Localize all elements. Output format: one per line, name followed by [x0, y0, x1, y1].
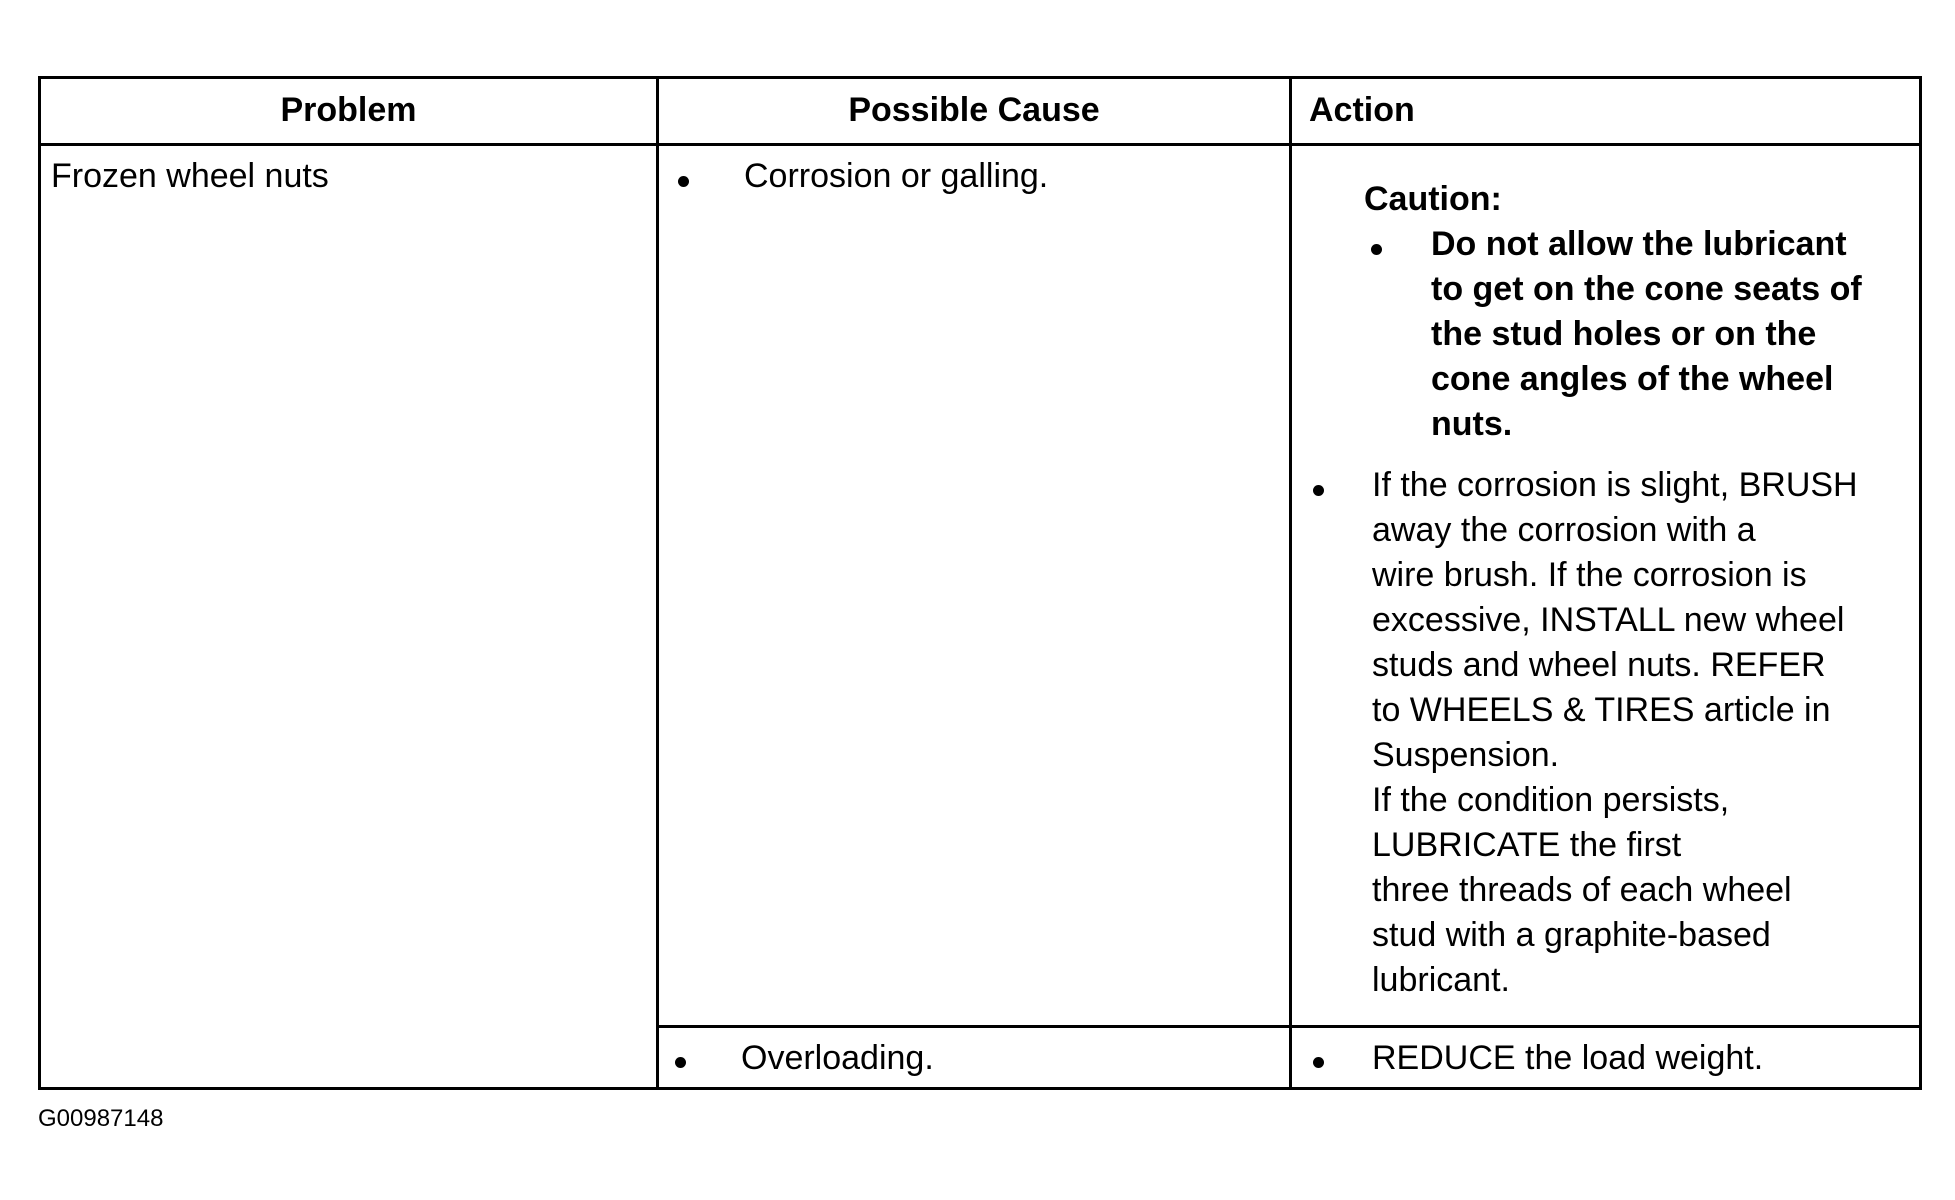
cause-text: Corrosion or galling. [744, 157, 1049, 195]
action-line: If the corrosion is slight, BRUSH [1372, 466, 1858, 504]
caution-line: to get on the cone seats of [1431, 270, 1862, 308]
header-possible-cause: Possible Cause [848, 91, 1100, 129]
diagnosis-table [38, 76, 1922, 1090]
header-problem: Problem [280, 91, 417, 129]
action-line: studs and wheel nuts. REFER [1372, 646, 1826, 684]
action-text [1372, 463, 1858, 1003]
row-divider [656, 1025, 1919, 1028]
action-text: REDUCE the load weight. [1372, 1039, 1764, 1077]
caution-line: the stud holes or on the [1431, 315, 1817, 353]
column-divider-cause-action [1289, 79, 1292, 1087]
action-line: LUBRICATE the first [1372, 826, 1682, 864]
action-line: If the condition persists, [1372, 781, 1730, 819]
column-divider-problem-cause [656, 79, 659, 1087]
bullet-icon [1313, 1057, 1324, 1068]
caution-line: cone angles of the wheel [1431, 360, 1834, 398]
action-line: Suspension. [1372, 736, 1560, 774]
header-action: Action [1309, 91, 1415, 129]
caution-line: Do not allow the lubricant [1431, 225, 1847, 263]
bullet-icon [1313, 485, 1324, 496]
action-line: excessive, INSTALL new wheel [1372, 601, 1845, 639]
action-line: to WHEELS & TIRES article in [1372, 691, 1831, 729]
action-line: away the corrosion with a [1372, 511, 1756, 549]
action-line: lubricant. [1372, 961, 1510, 999]
header-divider [41, 143, 1919, 146]
figure-id: G00987148 [38, 1105, 164, 1132]
action-line: three threads of each wheel [1372, 871, 1792, 909]
bullet-icon [678, 176, 689, 187]
bullet-icon [675, 1057, 686, 1068]
caution-text [1431, 222, 1862, 447]
action-line: wire brush. If the corrosion is [1372, 556, 1807, 594]
cause-text: Overloading. [741, 1039, 934, 1077]
caution-title: Caution: [1364, 180, 1502, 218]
caution-line: nuts. [1431, 405, 1513, 443]
bullet-icon [1371, 244, 1382, 255]
problem-text: Frozen wheel nuts [51, 157, 329, 195]
action-line: stud with a graphite-based [1372, 916, 1771, 954]
